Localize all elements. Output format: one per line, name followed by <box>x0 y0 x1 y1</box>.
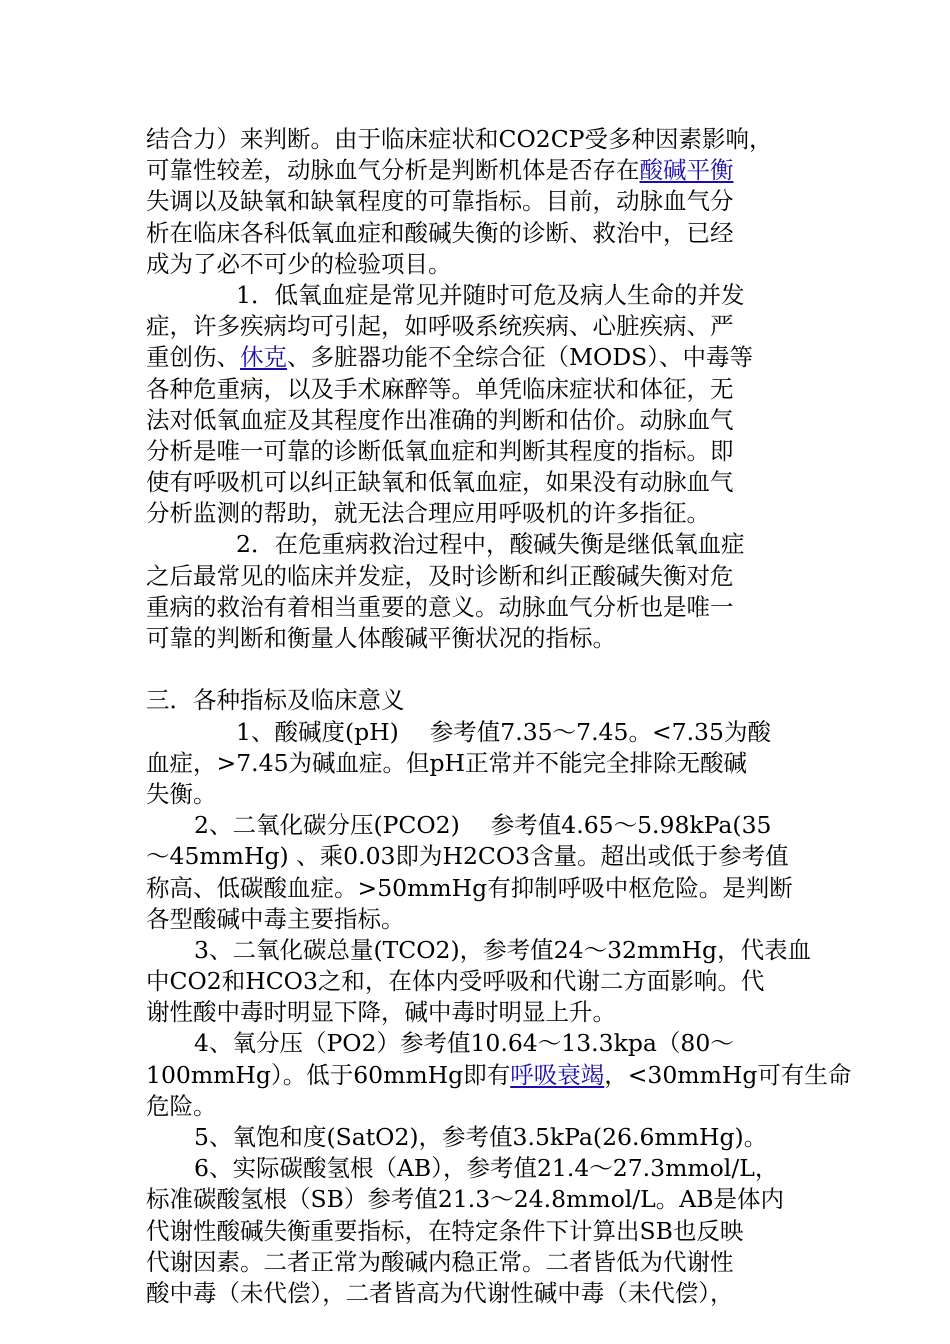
text-line <box>146 810 796 841</box>
paragraph <box>146 935 812 1029</box>
text-segment: ，<30mmHg可有生命 <box>604 1060 852 1089</box>
text-line <box>146 155 796 186</box>
text-segment: 成为了必不可少的检验项目。 <box>146 249 452 278</box>
text-line <box>146 249 796 280</box>
paragraph <box>146 529 796 685</box>
hyperlink[interactable]: 呼吸衰竭 <box>510 1060 605 1089</box>
text-segment: 代谢性酸碱失衡重要指标，在特定条件下计算出SB也反映 <box>146 1216 744 1245</box>
text-segment: 三．各种指标及临床意义 <box>146 686 405 715</box>
paragraph <box>146 685 796 716</box>
text-segment: 重病的救治有着相当重要的意义。动脉血气分析也是唯一 <box>146 592 734 621</box>
text-line <box>146 124 796 155</box>
paragraph <box>146 810 796 935</box>
text-line <box>146 218 796 249</box>
text-segment: 、多脏器功能不全综合征（MODS）、中毒等 <box>287 343 754 372</box>
text-line <box>146 873 796 904</box>
text-line <box>146 1028 796 1059</box>
text-segment: 析在临床各科低氧血症和酸碱失衡的诊断、救治中，已经 <box>146 218 734 247</box>
text-line <box>146 1184 796 1215</box>
text-line <box>146 592 796 623</box>
text-segment: 4、氧分压（PO2）参考值10.64～13.3kpa（80～ <box>194 1029 734 1058</box>
text-line <box>146 342 796 373</box>
text-segment: 分析监测的帮助，就无法合理应用呼吸机的许多指征。 <box>146 499 710 528</box>
text-line <box>146 280 796 311</box>
text-segment: 症，许多疾病均可引起，如呼吸系统疾病、心脏疾病、严 <box>146 312 734 341</box>
text-line <box>146 405 796 436</box>
text-line <box>146 1122 796 1153</box>
text-segment: 之后最常见的临床并发症，及时诊断和纠正酸碱失衡对危 <box>146 561 734 590</box>
paragraph <box>146 717 796 811</box>
hyperlink[interactable]: 休克 <box>240 343 287 372</box>
text-segment: 标准碳酸氢根（SB）参考值21.3～24.8mmol/L。AB是体内 <box>146 1185 785 1214</box>
text-line <box>146 529 796 560</box>
text-line <box>146 436 796 467</box>
text-segment: 分析是唯一可靠的诊断低氧血症和判断其程度的指标。即 <box>146 436 734 465</box>
text-segment: 各型酸碱中毒主要指标。 <box>146 904 405 933</box>
text-segment: 法对低氧血症及其程度作出准确的判断和估价。动脉血气 <box>146 405 734 434</box>
text-line <box>146 1247 796 1278</box>
text-line <box>146 561 796 592</box>
text-line <box>146 997 796 1028</box>
text-segment: ～45mmHg) 、乘0.03即为H2CO3含量。超出或低于参考值 <box>146 842 789 871</box>
text-segment: 可靠的判断和衡量人体酸碱平衡状况的指标。 <box>146 624 616 652</box>
text-segment: 100mmHg）。低于60mmHg即有 <box>146 1060 511 1089</box>
text-segment: 可靠性较差，动脉血气分析是判断机体是否存在 <box>146 156 640 185</box>
text-line <box>146 467 796 498</box>
text-segment: 2、二氧化碳分压(PCO2) 参考值4.65～5.98kPa(35 <box>194 811 772 840</box>
text-line <box>146 717 796 748</box>
text-segment: 代谢因素。二者正常为酸碱内稳正常。二者皆低为代谢性 <box>146 1247 734 1276</box>
text-line <box>146 1153 796 1184</box>
text-line <box>146 685 796 716</box>
text-segment: 称高、低碳酸血症。>50mmHg有抑制呼吸中枢危险。是判断 <box>146 873 793 902</box>
text-segment: 各种危重病，以及手术麻醉等。单凭临床症状和体征，无 <box>146 374 734 403</box>
blank-line <box>146 654 796 685</box>
document-page <box>146 124 852 1309</box>
text-segment: 1．低氧血症是常见并随时可危及病人生命的并发 <box>236 280 745 309</box>
text-segment: 重创伤、 <box>146 343 240 372</box>
paragraph <box>146 1153 796 1309</box>
text-segment: 3、二氧化碳总量(TCO2)，参考值24～32mmHg，代表血 <box>194 935 812 964</box>
text-line <box>146 748 796 779</box>
text-line <box>146 374 796 405</box>
text-line <box>146 1278 796 1309</box>
text-line <box>146 1060 852 1091</box>
paragraph <box>146 1122 796 1153</box>
text-segment: 危险。 <box>146 1091 217 1120</box>
text-line <box>146 935 812 966</box>
text-segment: 中CO2和HCO3之和，在体内受呼吸和代谢二方面影响。代 <box>146 967 765 996</box>
text-line <box>146 1091 796 1122</box>
text-line <box>146 623 796 654</box>
text-segment: 1、酸碱度(pH) 参考值7.35～7.45。<7.35为酸 <box>236 717 771 746</box>
text-line <box>146 498 796 529</box>
text-line <box>146 966 796 997</box>
text-line <box>146 841 796 872</box>
hyperlink[interactable]: 酸碱平衡 <box>639 156 734 185</box>
text-line <box>146 186 796 217</box>
paragraph <box>146 124 796 280</box>
text-segment: 酸中毒（未代偿），二者皆高为代谢性碱中毒（未代偿）， <box>146 1278 734 1307</box>
text-line <box>146 1216 796 1247</box>
text-segment: 谢性酸中毒时明显下降，碱中毒时明显上升。 <box>146 998 616 1027</box>
text-segment: 5、氧饱和度(SatO2)，参考值3.5kPa(26.6mmHg)。 <box>194 1123 768 1151</box>
text-segment: 使有呼吸机可以纠正缺氧和低氧血症，如果没有动脉血气 <box>146 468 734 497</box>
text-segment: 血症，>7.45为碱血症。但pH正常并不能完全排除无酸碱 <box>146 748 748 777</box>
text-segment: 2．在危重病救治过程中，酸碱失衡是继低氧血症 <box>236 530 745 559</box>
text-line <box>146 904 796 935</box>
paragraph <box>146 280 796 530</box>
text-segment: 6、实际碳酸氢根（AB），参考值21.4～27.3mmol/L， <box>194 1154 779 1183</box>
text-segment: 失调以及缺氧和缺氧程度的可靠指标。目前，动脉血气分 <box>146 187 734 216</box>
text-segment: 结合力）来判断。由于临床症状和CO2CP受多种因素影响， <box>146 125 773 153</box>
paragraph <box>146 1028 852 1122</box>
text-line <box>146 311 796 342</box>
text-line <box>146 779 796 810</box>
text-segment: 失衡。 <box>146 779 217 808</box>
